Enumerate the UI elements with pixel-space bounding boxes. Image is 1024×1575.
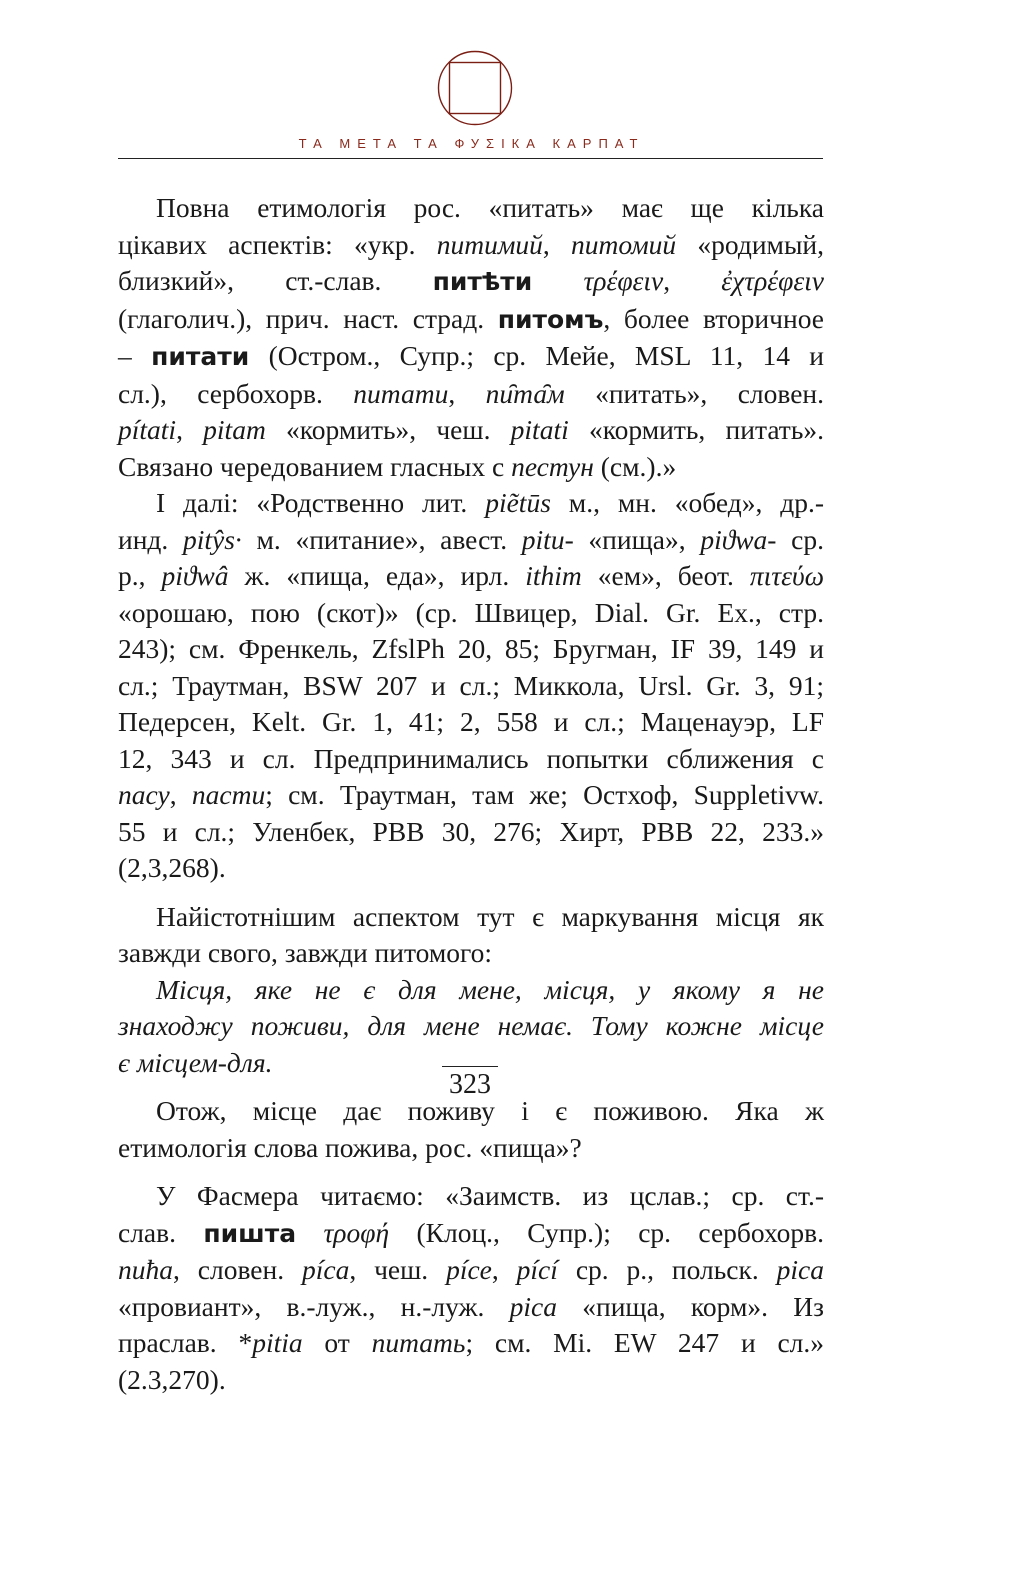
text-line: – питати (Остром., Супр.; ср. Мейе, MSL 11, 14 и: [118, 340, 824, 371]
text-line: р., piϑwâ ж. «пища, еда», ирл. ithim «ем», беот. πιτεύω: [118, 560, 825, 591]
text-line: Повна етимологія рос. «питать» має ще кілька: [156, 192, 824, 223]
text-line: близкий», ст.-слав. питѣти τρέφειν, ἐχτρέφειν: [118, 265, 825, 296]
page-number: 323: [442, 1066, 498, 1101]
text-line: Педерсен, Kelt. Gr. 1, 41; 2, 558 и сл.; Маценауэр, LF: [118, 706, 824, 737]
text-line: 55 и сл.; Уленбек, PBB 30, 276; Хирт, PBB 22, 233.»: [118, 815, 824, 847]
text-line: Связано чередованием гласных с пестун (см.).»: [118, 450, 677, 482]
running-head: ТА МЕТА ТА ФУΣІКА КАРПАТ: [298, 136, 645, 151]
header-rule: [118, 158, 823, 159]
text-line: пасу, пасти; см. Траутман, там же; Остхоф, Suppletivw.: [118, 779, 825, 810]
text-line: Отож, місце дає поживу і є поживою. Яка ж: [156, 1095, 824, 1126]
text-line: У Фасмера читаємо: «Заимств. из цслав.; ср. ст.-: [156, 1180, 824, 1211]
text-line: Найістотнішим аспектом тут є маркування місця як: [156, 900, 824, 932]
text-line: сл.), сербохорв. питати, пи̑та̑м «питать», словен.: [118, 377, 825, 409]
quote-line: Місця, яке не є для мене, місця, у якому я не: [156, 973, 824, 1005]
text-line: «орошаю, пою (скот)» (ср. Швицер, Dial. Gr. Ex., стр.: [118, 596, 824, 628]
text-line: инд. pitŷs· м. «питание», авест. pitu- «пища», piϑwa- ср.: [118, 523, 824, 555]
text-line: сл.; Траутман, BSW 207 и сл.; Миккола, Ursl. Gr. 3, 91;: [118, 669, 824, 701]
text-line: етимологія слова пожива, рос. «пища»?: [118, 1131, 582, 1163]
text-line: завжди свого, завжди питомого:: [118, 937, 492, 968]
quote-line: знаходжу поживи, для мене немає. Тому кожне місце: [118, 1010, 824, 1041]
circle-square-emblem-icon: [437, 50, 513, 126]
quote-line: є місцем-для.: [118, 1046, 273, 1078]
text-line: праслав. *pitia от питать; см. Mi. EW 247 и сл.»: [118, 1327, 825, 1358]
page-text: [118, 190, 824, 1398]
text-line: І далі: «Родственно лит. piẽtūs м., мн. «обед», др.-: [156, 487, 824, 518]
text-line: pítati, pitam «кормить», чеш. pitati «кормить, питать».: [118, 414, 824, 445]
text-line: (2.3,270).: [118, 1363, 226, 1395]
text-line: пиħа, словен. píca, чеш. píce, pící ср. р., польск. pica: [118, 1254, 824, 1285]
text-line: цікавих аспектів: «укр. питимий, питомий «родимый,: [118, 228, 825, 260]
text-line: (2,3,268).: [118, 852, 226, 883]
text-line: 12, 343 и сл. Предпринимались попытки сближения с: [118, 742, 824, 774]
text-line: «провиант», в.-луж., н.-луж. pica «пища, корм». Из: [118, 1290, 824, 1322]
text-line: слав. пишта τροφή (Клоц., Супр.); ср. сербохорв.: [118, 1216, 825, 1248]
text-line: (глаголич.), прич. наст. страд. питомъ, более вторичное: [118, 302, 824, 334]
text-line: 243); см. Френкель, ZfslPh 20, 85; Бругман, IF 39, 149 и: [118, 633, 824, 664]
